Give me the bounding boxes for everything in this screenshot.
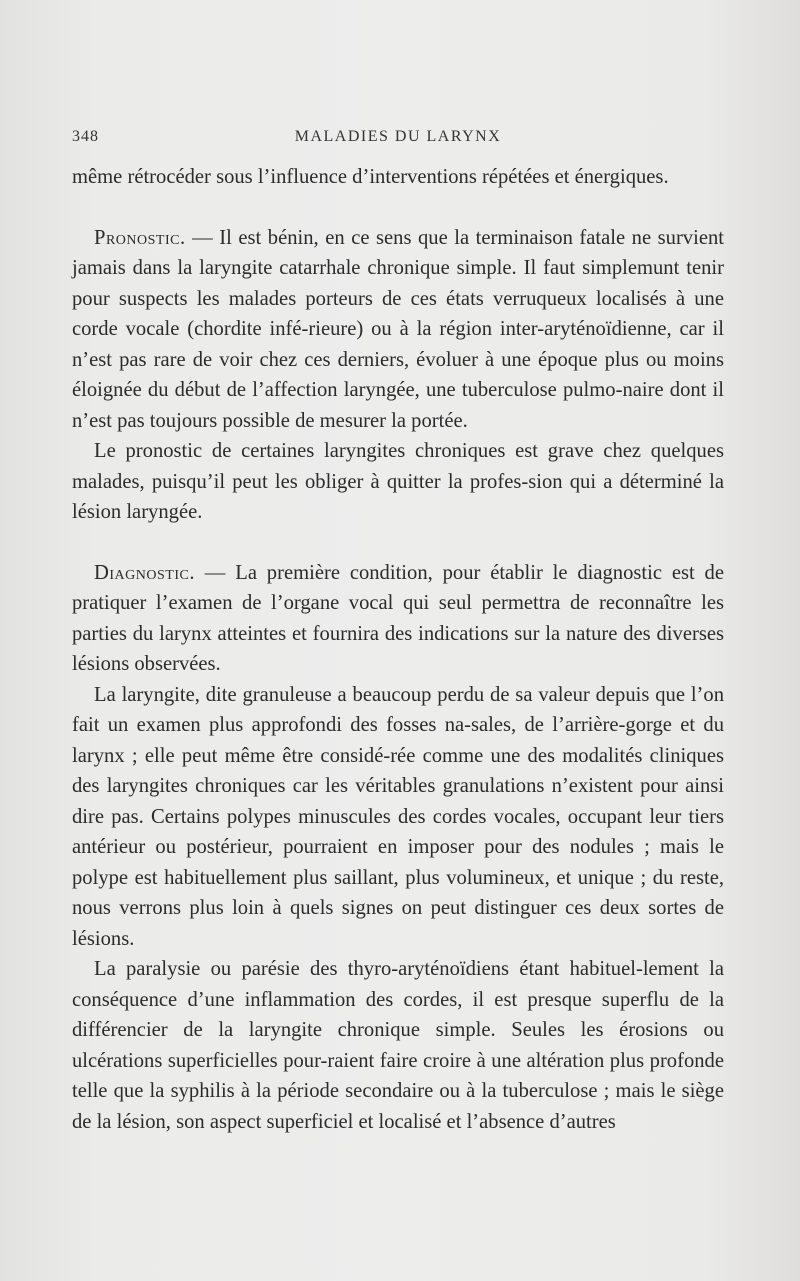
paragraph-pronostic-grave: Le pronostic de certaines laryngites chroniques est grave chez quelques malades, puisqu’il peut les obliger à quitter la profes-sion qui a déterminé la lésion laryngée. — [72, 440, 724, 523]
paragraph-diagnostic — [72, 558, 724, 680]
running-head — [72, 128, 724, 154]
paragraph-paralysie: La paralysie ou parésie des thyro-aryténoïdiens étant habituel-lement la conséquence d’une inflammation des cordes, il est presque superflu de la différencier de la laryngite chronique simple. Seules les érosions ou ulcérations superficielles pour-raient faire croire à une altération plus profonde telle que la syphilis à la période secondaire ou à la tuberculose ; mais le siège de la lésion, son aspect superficiel et localisé et l’absence d’autres — [72, 958, 724, 1133]
paragraph-laryngite-granuleuse: La laryngite, dite granuleuse a beaucoup perdu de sa valeur depuis que l’on fait un examen plus approfondi des fosses na-sales, de l’arrière-gorge et du larynx ; elle peut même être considé-rée comme une des modalités cliniques des laryngites chroniques car les véritables granulations n’existent pour ainsi dire pas. Certains polypes minuscules des cordes vocales, occupant leur tiers antérieur ou postérieur, pourraient en imposer pour des nodules ; mais le polype est habituellement plus saillant, plus volumineux, et unique ; du reste, nous verrons plus loin à quels signes on peut distinguer ces deux sortes de lésions. — [72, 683, 724, 950]
body-text — [72, 162, 724, 1137]
paragraph-text: — Il est bénin, en ce sens que la terminaison fatale ne survient jamais dans la laryngite catarrhale chronique simple. Il faut simplemunt tenir pour suspects les malades porteurs de ces états verruqueux localisés à une corde vocale (chordite infé-rieure) ou à la région inter-aryténoïdienne, car il n’est pas rare de voir chez ces derniers, évoluer à une époque plus ou moins éloignée du début de l’affection laryngée, une tuberculose pulmo-naire dont il n’est pas toujours possible de mesurer la portée. — [72, 226, 724, 432]
section-heading-diagnostic: Diagnostic. — [94, 561, 195, 584]
section-heading-pronostic: Pronostic. — [94, 226, 186, 249]
paragraph-text: — La première condition, pour établir le diagnostic est de pratiquer l’examen de l’organe vocal qui seul permettra de reconnaître les parties du larynx atteintes et fournira des indications sur la nature des diverses lésions observées. — [72, 561, 724, 675]
paragraph-continuation: même rétrocéder sous l’influence d’interventions répétées et énergiques. — [72, 166, 669, 188]
running-title: MALADIES DU LARYNX — [294, 128, 502, 145]
page-number: 348 — [72, 128, 99, 145]
paragraph-pronostic — [72, 223, 724, 437]
